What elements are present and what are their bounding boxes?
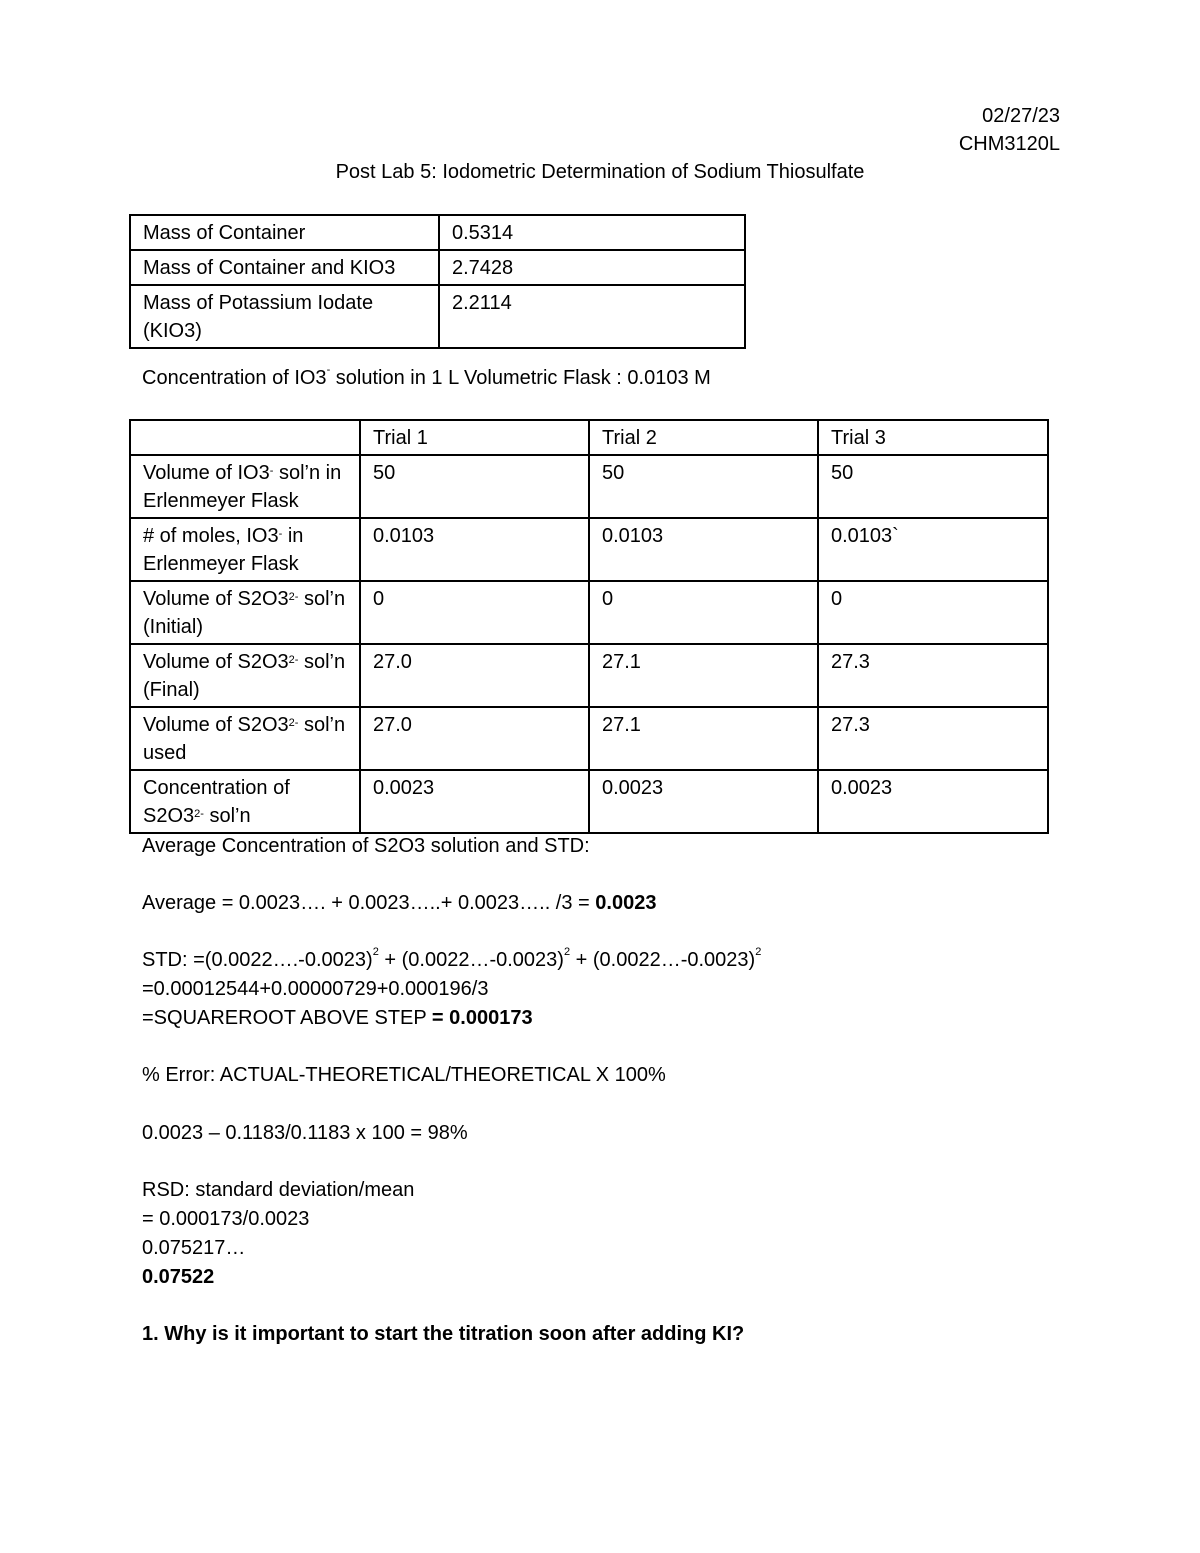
mass-value: 2.2114: [439, 285, 745, 348]
table-cell: 0: [818, 581, 1048, 644]
table-cell: 27.3: [818, 644, 1048, 707]
label-part: Concentration of S2O3: [143, 777, 290, 827]
label-part: sol’n (Initial): [143, 588, 346, 638]
rsd-heading: RSD: standard deviation/mean: [142, 1179, 415, 1201]
course-code: CHM3120L: [958, 133, 1060, 155]
superscript: -: [326, 364, 331, 376]
table-cell: 0.0023: [360, 770, 589, 833]
table-row: [130, 518, 1048, 581]
table-cell: 27.0: [360, 707, 589, 770]
rsd-line-2: 0.075217…: [142, 1237, 246, 1259]
label-part: # of moles, IO3: [143, 525, 279, 547]
superscript: -: [278, 528, 283, 540]
table-row: [130, 215, 745, 250]
table-cell: 0: [589, 581, 818, 644]
table-cell: 0.0103: [589, 518, 818, 581]
table-cell: 0: [360, 581, 589, 644]
table-cell: 0.0103: [360, 518, 589, 581]
table-row: [130, 250, 745, 285]
mass-label: Mass of Container and KIO3: [130, 250, 439, 285]
table-row: [130, 581, 1048, 644]
error-formula: % Error: ACTUAL-THEORETICAL/THEORETICAL X 100%: [142, 1064, 666, 1086]
document-date: 02/27/23: [982, 105, 1060, 127]
std-term: STD: =(0.0022….-0.0023): [142, 949, 373, 971]
table-cell: 50: [818, 455, 1048, 518]
superscript: 2: [563, 946, 571, 958]
superscript: 2-: [288, 654, 299, 666]
row-label: [130, 644, 360, 707]
header-cell: Trial 1: [360, 420, 589, 455]
label-part: Volume of S2O3: [143, 714, 289, 736]
concentration-line: [142, 366, 711, 390]
trial-table: [129, 419, 1049, 834]
label-part: Volume of S2O3: [143, 651, 289, 673]
label-part: in Erlenmeyer Flask: [143, 525, 304, 575]
document-title: Post Lab 5: Iodometric Determination of Sodium Thiosulfate: [335, 161, 865, 183]
row-label: [130, 455, 360, 518]
mass-value: 0.5314: [439, 215, 745, 250]
std-line-2: =0.00012544+0.00000729+0.000196/3: [142, 978, 489, 1000]
table-cell: 0.0023: [589, 770, 818, 833]
label-part: sol’n in Erlenmeyer Flask: [143, 462, 342, 512]
std-line-1: [142, 948, 761, 972]
superscript: 2: [755, 946, 762, 958]
superscript: 2-: [288, 717, 299, 729]
table-row: [130, 707, 1048, 770]
average-line: [142, 891, 656, 915]
superscript: 2-: [194, 808, 204, 820]
table-row: [130, 644, 1048, 707]
mass-value: 2.7428: [439, 250, 745, 285]
mass-table: [129, 214, 746, 349]
std-term: + (0.0022…-0.0023): [570, 949, 756, 971]
label-part: sol’n used: [143, 714, 346, 764]
table-cell: 27.1: [589, 644, 818, 707]
header-cell: [130, 420, 360, 455]
table-row: [130, 455, 1048, 518]
table-cell: 50: [589, 455, 818, 518]
concentration-suffix: solution in 1 L Volumetric Flask : 0.0103 M: [330, 367, 711, 389]
table-cell: 0.0023: [818, 770, 1048, 833]
header-cell: Trial 2: [589, 420, 818, 455]
std-result: = 0.000173: [431, 1007, 533, 1029]
superscript: 2-: [288, 591, 299, 603]
std-line-3: [142, 1006, 533, 1030]
row-label: [130, 707, 360, 770]
rsd-result: 0.07522: [142, 1266, 215, 1288]
average-heading: Average Concentration of S2O3 solution and STD:: [142, 835, 590, 857]
table-cell: 50: [360, 455, 589, 518]
label-part: Volume of S2O3: [143, 588, 289, 610]
std-term: + (0.0022…-0.0023): [378, 949, 564, 971]
question-1: 1. Why is it important to start the titration soon after adding KI?: [142, 1323, 745, 1345]
header-cell: Trial 3: [818, 420, 1048, 455]
table-cell: 27.0: [360, 644, 589, 707]
error-calculation: 0.0023 – 0.1183/0.1183 x 100 = 98%: [142, 1122, 468, 1144]
table-cell: 27.1: [589, 707, 818, 770]
row-label: [130, 770, 360, 833]
table-row: [130, 285, 745, 348]
average-result: 0.0023: [595, 892, 657, 914]
mass-label: Mass of Container: [130, 215, 439, 250]
row-label: [130, 518, 360, 581]
mass-label: Mass of Potassium Iodate (KIO3): [130, 285, 439, 348]
label-part: sol’n (Final): [143, 651, 346, 701]
average-formula: Average = 0.0023…. + 0.0023…..+ 0.0023….. /3 =: [142, 892, 596, 914]
table-header-row: [130, 420, 1048, 455]
row-label: [130, 581, 360, 644]
table-cell: 27.3: [818, 707, 1048, 770]
label-part: sol’n: [203, 805, 251, 827]
rsd-line-1: = 0.000173/0.0023: [142, 1208, 310, 1230]
label-part: Volume of IO3: [143, 462, 270, 484]
superscript: -: [269, 465, 274, 477]
superscript: 2: [372, 946, 379, 958]
table-cell: 0.0103`: [818, 518, 1048, 581]
concentration-prefix: Concentration of IO3: [142, 367, 327, 389]
table-row: [130, 770, 1048, 833]
std-step: =SQUAREROOT ABOVE STEP: [142, 1007, 432, 1029]
